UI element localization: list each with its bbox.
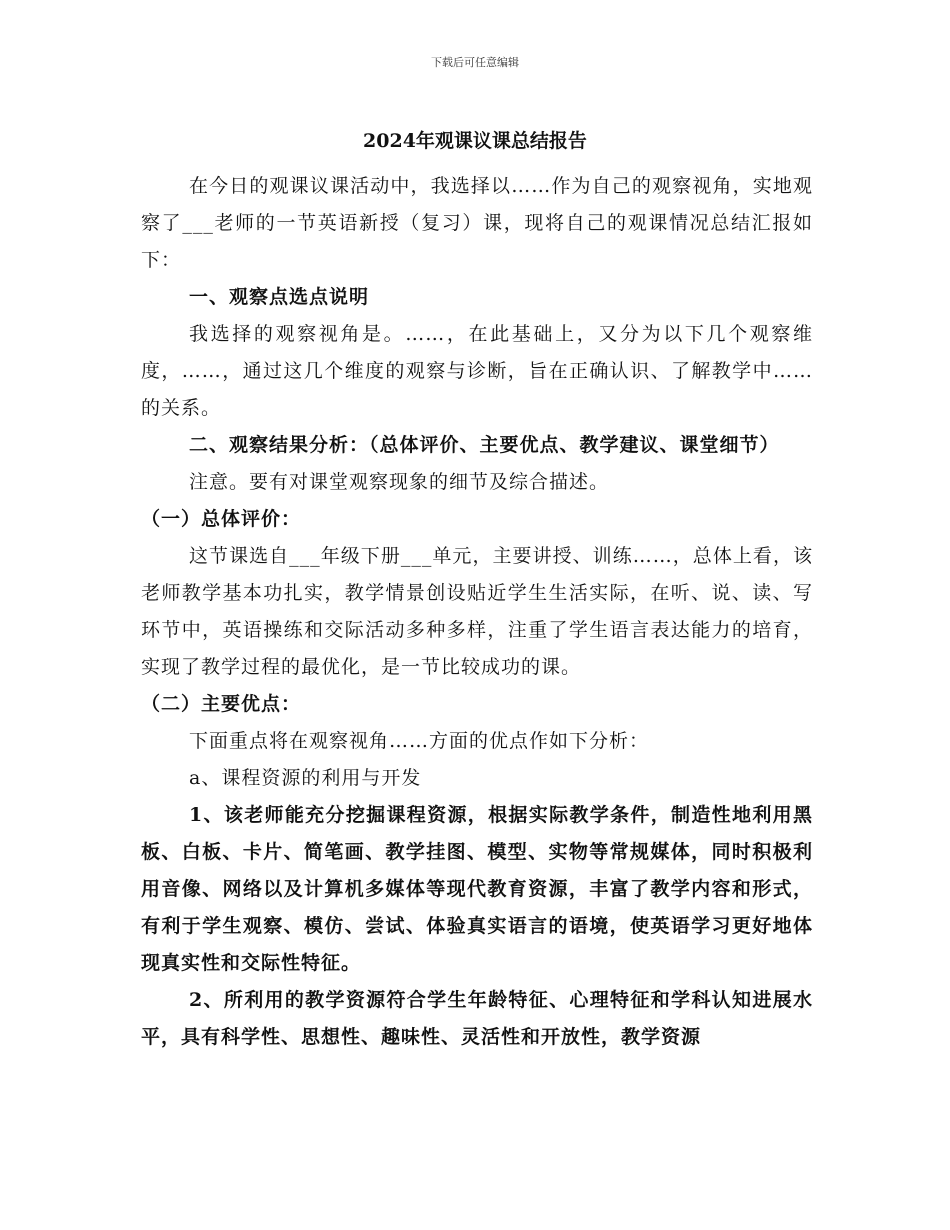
section-1-paragraph: 我选择的观察视角是。……，在此基础上，又分为以下几个观察维度，……，通过这几个维度的观察与诊断，旨在正确认识、了解教学中……的关系。 (141, 323, 813, 419)
subsection-heading-1: （一）总体评价： (141, 508, 302, 530)
header-note: 下载后可任意编辑 (431, 56, 519, 69)
resource-item-heading: a、课程资源的利用与开发 (189, 767, 422, 789)
strength-point-1: 1、该老师能充分挖掘课程资源，根据实际教学条件，制造性地利用黑板、白板、卡片、简笔画、教学挂图、模型、实物等常规媒体，同时积极利用音像、网络以及计算机多媒体等现代教育资源，丰富了教学内容和形式，有利于学生观察、模仿、尝试、体验真实语言的语境，使英语学习更好地体现真实性和交际性特征。 (141, 804, 813, 974)
section-heading-2: 二、观察结果分析：（总体评价、主要优点、教学建议、课堂细节） (189, 434, 780, 456)
section-heading-1: 一、观察点选点说明 (189, 286, 370, 308)
strength-point-2: 2、所利用的教学资源符合学生年龄特征、心理特征和学科认知进展水平，具有科学性、思想性、趣味性、灵活性和开放性，教学资源 (141, 989, 813, 1048)
strengths-intro-paragraph: 下面重点将在观察视角……方面的优点作如下分析： (189, 730, 650, 752)
subsection-heading-2: （二）主要优点： (141, 693, 302, 715)
document-title: 2024年观课议课总结报告 (363, 130, 587, 152)
note-paragraph: 注意。要有对课堂观察现象的细节及综合描述。 (189, 471, 610, 493)
overall-evaluation-paragraph: 这节课选自___年级下册___单元，主要讲授、训练……，总体上看，该老师教学基本功扎实，教学情景创设贴近学生生活实际，在听、说、读、写环节中，英语操练和交际活动多种多样，注重了学生语言表达能力的培育，实现了教学过程的最优化，是一节比较成功的课。 (141, 545, 813, 678)
intro-paragraph: 在今日的观课议课活动中，我选择以……作为自己的观察视角，实地观察了___老师的一节英语新授（复习）课，现将自己的观课情况总结汇报如下： (141, 175, 813, 271)
document-body (141, 168, 813, 1056)
